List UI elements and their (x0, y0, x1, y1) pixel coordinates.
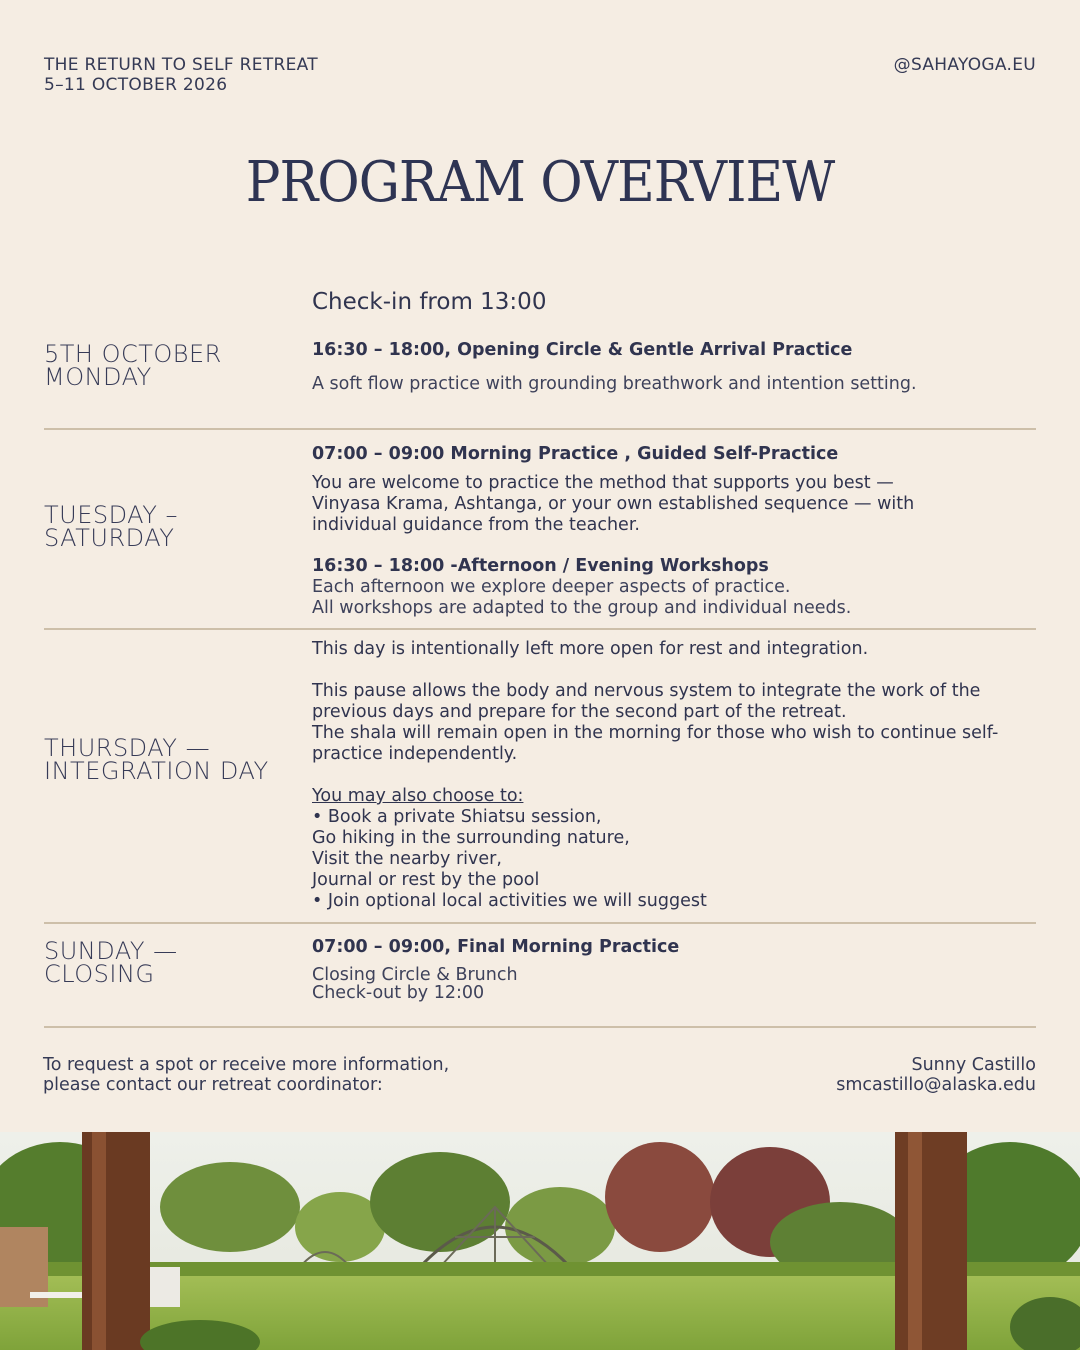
page-title: PROGRAM OVERVIEW (245, 150, 835, 215)
divider (44, 1026, 1036, 1028)
session-description: A soft flow practice with grounding breathwork and intention setting. (312, 374, 917, 394)
day-label-sunday: SUNDAY — CLOSING (44, 937, 178, 988)
day-label-thursday: THURSDAY — INTEGRATION DAY (44, 734, 269, 785)
session-description: You are welcome to practice the method that supports you best — Vinyasa Krama, Ashtanga, or your own established sequence — with individual guidance from the teacher. (312, 473, 915, 535)
options-heading: You may also choose to: (312, 786, 524, 806)
retreat-header (44, 55, 318, 95)
list-item: • Join optional local activities we will suggest (312, 891, 707, 911)
session-description: Closing Circle & Brunch Check-out by 12:00 (312, 965, 518, 1003)
social-handle: @SAHAYOGA.EU (893, 55, 1036, 75)
day-content-thursday (312, 639, 1002, 912)
contact-prompt: To request a spot or receive more information, please contact our retreat coordinator: (43, 1055, 450, 1095)
list-item: Visit the nearby river, (312, 849, 502, 869)
retreat-name: THE RETURN TO SELF RETREAT (44, 55, 318, 75)
checkin-text: Check-in from 13:00 (312, 289, 547, 315)
list-item: Go hiking in the surrounding nature, (312, 828, 630, 848)
session-title: 07:00 – 09:00, Final Morning Practice (312, 937, 680, 957)
day-content-monday (312, 289, 1002, 395)
divider (44, 428, 1036, 430)
list-item: Journal or rest by the pool (312, 870, 540, 890)
session-title: 16:30 – 18:00 -Afternoon / Evening Workshops (312, 556, 769, 576)
divider (44, 628, 1036, 630)
coordinator-email[interactable]: smcastillo@alaska.edu (836, 1075, 1036, 1095)
day-label-tuesday-saturday: TUESDAY – SATURDAY (44, 501, 179, 552)
intro-text: This day is intentionally left more open for rest and integration. (312, 639, 869, 659)
garden-photo (0, 1132, 1080, 1350)
day-label-monday: 5TH OCTOBER MONDAY (44, 340, 222, 391)
session-title: 07:00 – 09:00 Morning Practice , Guided Self-Practice (312, 444, 839, 464)
options-list (312, 807, 1002, 912)
retreat-dates: 5–11 OCTOBER 2026 (44, 75, 228, 95)
session-description: Each afternoon we explore deeper aspects of practice. All workshops are adapted to the group and individual needs. (312, 577, 852, 618)
list-item: • Book a private Shiatsu session, (312, 807, 602, 827)
session-title: 16:30 – 18:00, Opening Circle & Gentle Arrival Practice (312, 340, 853, 360)
integration-paragraph: This pause allows the body and nervous system to integrate the work of the previous days and prepare for the second part of the retreat. The shala will remain open in the morning for those who wish to continue self- practice independently. (312, 681, 999, 764)
day-content-tuesday-saturday (312, 444, 1002, 619)
coordinator-name: Sunny Castillo (911, 1055, 1036, 1075)
coordinator-contact (836, 1055, 1036, 1095)
divider (44, 922, 1036, 924)
day-content-sunday (312, 937, 1002, 1002)
